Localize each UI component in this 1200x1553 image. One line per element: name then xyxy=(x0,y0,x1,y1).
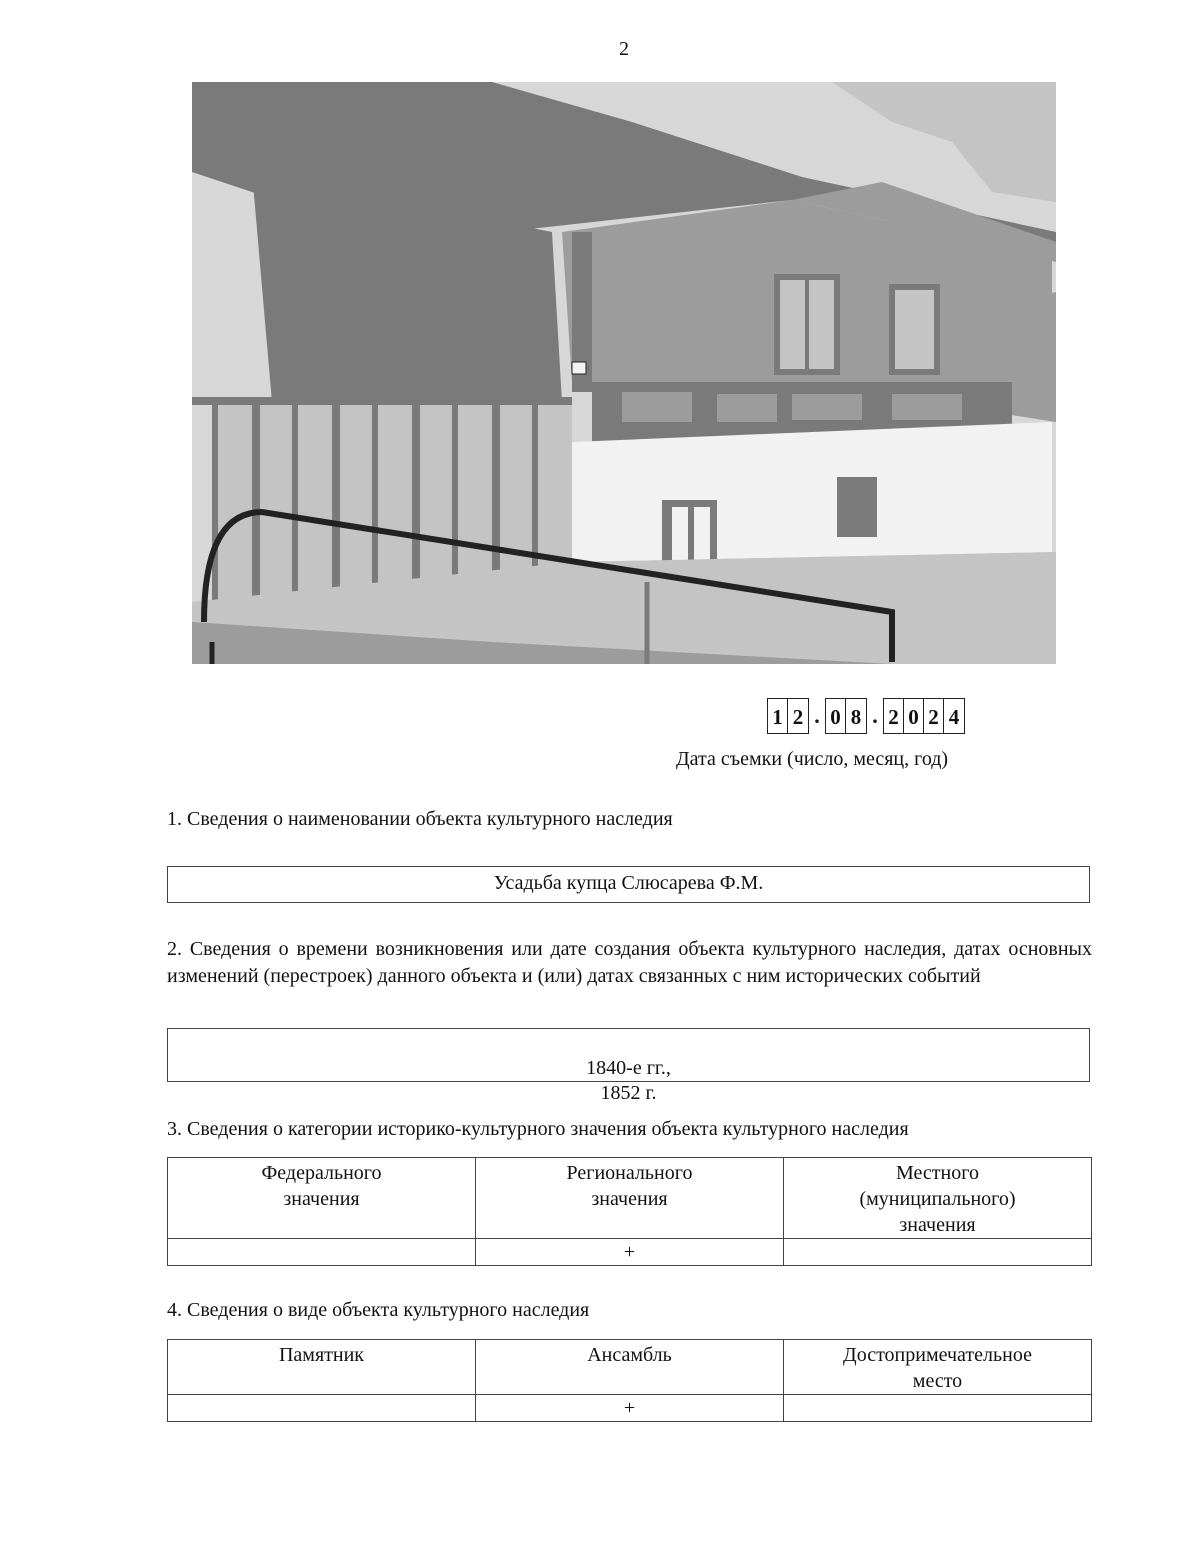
section1-heading: 1. Сведения о наименовании объекта культурного наследия xyxy=(167,808,673,830)
date-digit: 2 xyxy=(924,699,944,733)
section2-value-box xyxy=(167,1028,1090,1104)
date-month-cells xyxy=(825,698,867,734)
type-landmark-mark xyxy=(784,1395,1092,1422)
photo-date xyxy=(767,696,965,734)
date-digit: 2 xyxy=(884,699,904,733)
page-number: 2 xyxy=(619,38,629,60)
type-table xyxy=(167,1339,1092,1422)
date-caption: Дата съемки (число, месяц, год) xyxy=(676,748,949,770)
date-day-cells xyxy=(767,698,809,734)
category-federal: Федерального значения xyxy=(168,1158,476,1239)
date-digit: 1 xyxy=(768,699,788,733)
creation-dates: 1840-е гг., 1852 г. xyxy=(586,1057,671,1104)
object-name: Усадьба купца Слюсарева Ф.М. xyxy=(493,872,764,894)
date-digit: 2 xyxy=(792,705,804,729)
date-digit: 0 xyxy=(826,699,846,733)
date-digit: 4 xyxy=(948,705,960,729)
building-photo xyxy=(192,82,1056,664)
type-ensemble: Ансамбль xyxy=(476,1340,784,1395)
date-separator: . xyxy=(872,703,878,728)
date-separator: . xyxy=(814,703,820,728)
category-federal-mark xyxy=(168,1239,476,1266)
type-monument-mark xyxy=(168,1395,476,1422)
category-local: Местного (муниципального) значения xyxy=(784,1158,1092,1239)
type-landmark: Достопримечательное место xyxy=(784,1340,1092,1395)
date-year-cells xyxy=(883,698,965,734)
section1-value-box xyxy=(167,866,1090,903)
type-monument: Памятник xyxy=(168,1340,476,1395)
section3-heading: 3. Сведения о категории историко-культурного значения объекта культурного наследия xyxy=(167,1118,909,1140)
category-regional-mark: + xyxy=(476,1239,784,1266)
date-digit: 0 xyxy=(904,699,924,733)
section4-heading: 4. Сведения о виде объекта культурного наследия xyxy=(167,1299,590,1321)
category-regional: Регионального значения xyxy=(476,1158,784,1239)
building-photo-image xyxy=(192,82,1056,664)
category-local-mark xyxy=(784,1239,1092,1266)
type-ensemble-mark: + xyxy=(476,1395,784,1422)
date-digit: 8 xyxy=(850,705,862,729)
category-table xyxy=(167,1157,1092,1266)
section2-heading: 2. Сведения о времени возникновения или дате создания объекта культурного наследия, датах основных изменений (перестроек) данного объекта и (или) датах связанных с ним исторических событий xyxy=(167,938,1092,987)
